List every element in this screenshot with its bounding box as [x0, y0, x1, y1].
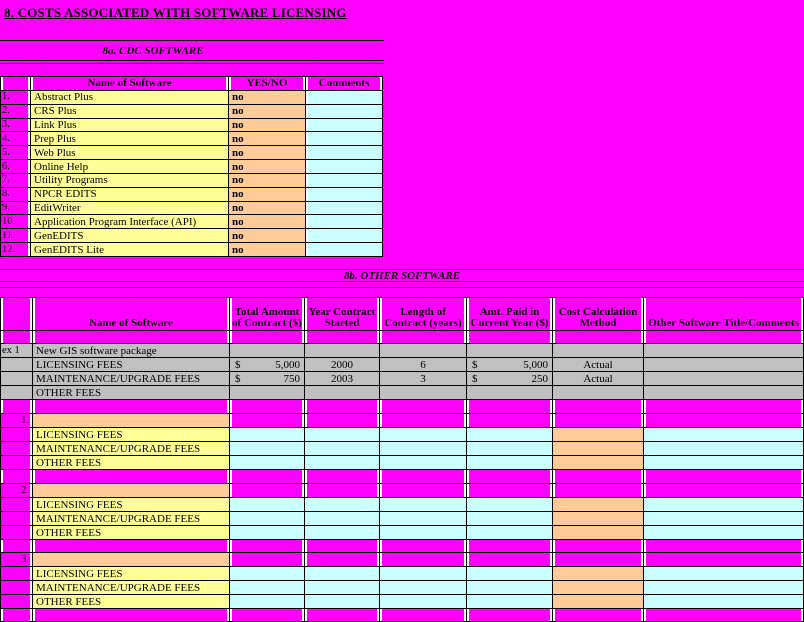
t2-corner-cell — [1, 298, 33, 331]
t1-col-comments: Comments — [306, 77, 383, 91]
calc-method-cell[interactable] — [553, 526, 644, 540]
total-amount-cell[interactable] — [230, 595, 305, 609]
row-number-cell — [1, 456, 33, 470]
section-8b-heading-band — [0, 269, 804, 282]
example-name-cell: New GIS software package — [33, 344, 230, 358]
comments-cell[interactable] — [306, 132, 383, 146]
other-comments-cell[interactable] — [644, 581, 804, 595]
other-comments-cell[interactable] — [644, 526, 804, 540]
amount-paid-cell[interactable] — [467, 428, 553, 442]
separator-cell — [305, 331, 380, 344]
section-8a-underline — [0, 63, 384, 64]
contract-length-cell[interactable] — [380, 512, 467, 526]
blank-cell — [230, 414, 305, 428]
currency-sign: $ — [235, 358, 241, 371]
t1-col-name: Name of Software — [31, 77, 229, 91]
row-number-cell: 8. — [1, 188, 31, 202]
example-cell — [305, 344, 380, 358]
t2-col-name: Name of Software — [33, 298, 230, 331]
amount-paid-cell[interactable] — [467, 498, 553, 512]
comments-cell[interactable] — [306, 174, 383, 188]
other-comments-cell[interactable] — [644, 567, 804, 581]
separator-cell — [553, 470, 644, 484]
yesno-cell[interactable]: no — [229, 119, 306, 133]
row-number-cell: 11. — [1, 229, 31, 243]
software-name-cell: GenEDITS — [31, 229, 229, 243]
software-name-cell: EditWriter — [31, 202, 229, 216]
fee-label-cell: LICENSING FEES — [33, 567, 230, 581]
comments-cell[interactable] — [306, 243, 383, 257]
yesno-cell[interactable]: no — [229, 229, 306, 243]
example-length-cell — [380, 386, 467, 400]
software-name-cell: CRS Plus — [31, 105, 229, 119]
section-8a-heading-band — [0, 40, 384, 61]
yesno-cell[interactable]: no — [229, 215, 306, 229]
fee-label-cell: LICENSING FEES — [33, 498, 230, 512]
blank-cell — [305, 553, 380, 567]
entry-name-input-cell[interactable] — [33, 553, 230, 567]
entry-number-cell: 2. — [1, 484, 33, 498]
t2-col-other: Other Software Title/Comments — [644, 298, 804, 331]
yesno-cell[interactable]: no — [229, 188, 306, 202]
example-cell — [644, 344, 804, 358]
separator-cell — [33, 470, 230, 484]
comments-cell[interactable] — [306, 119, 383, 133]
blank-cell — [467, 484, 553, 498]
yesno-cell[interactable]: no — [229, 91, 306, 105]
separator-cell — [644, 400, 804, 414]
example-year-cell: 2000 — [305, 358, 380, 372]
blank-cell — [305, 414, 380, 428]
currency-sign: $ — [235, 372, 241, 385]
example-fee-label-cell: OTHER FEES — [33, 386, 230, 400]
blank-cell — [644, 414, 804, 428]
contract-length-cell[interactable] — [380, 526, 467, 540]
amount: 250 — [531, 372, 548, 385]
yesno-cell[interactable]: no — [229, 160, 306, 174]
yesno-cell[interactable]: no — [229, 132, 306, 146]
separator-cell — [33, 609, 230, 622]
row-number-cell: 5. — [1, 146, 31, 160]
amount-paid-cell[interactable] — [467, 526, 553, 540]
example-total-cell — [230, 386, 305, 400]
year-started-cell[interactable] — [305, 498, 380, 512]
section-8a-heading: 8a. CDC SOFTWARE — [102, 44, 204, 57]
example-method-cell: Actual — [553, 372, 644, 386]
separator-cell — [230, 400, 305, 414]
year-started-cell[interactable] — [305, 428, 380, 442]
example-total-cell — [230, 372, 305, 386]
year-started-cell[interactable] — [305, 526, 380, 540]
separator-cell — [1, 470, 33, 484]
yesno-cell[interactable]: no — [229, 243, 306, 257]
example-year-cell — [305, 386, 380, 400]
contract-length-cell[interactable] — [380, 428, 467, 442]
separator-cell — [305, 540, 380, 553]
separator-cell — [230, 470, 305, 484]
blank-cell — [467, 553, 553, 567]
software-name-cell: NPCR EDITS — [31, 188, 229, 202]
example-other-cell — [644, 372, 804, 386]
amount: 5,000 — [523, 358, 548, 371]
separator-cell — [553, 609, 644, 622]
software-name-cell: Prep Plus — [31, 132, 229, 146]
fee-label-cell: MAINTENANCE/UPGRADE FEES — [33, 581, 230, 595]
comments-cell[interactable] — [306, 160, 383, 174]
year-started-cell[interactable] — [305, 442, 380, 456]
example-paid-cell — [467, 386, 553, 400]
amount: 750 — [283, 372, 300, 385]
row-number-cell: 1. — [1, 91, 31, 105]
t2-col-method: Cost Calculation Method — [553, 298, 644, 331]
comments-cell[interactable] — [306, 105, 383, 119]
year-started-cell[interactable] — [305, 567, 380, 581]
amount-paid-cell[interactable] — [467, 595, 553, 609]
separator-cell — [553, 400, 644, 414]
page-title: 8. COSTS ASSOCIATED WITH SOFTWARE LICENSING — [4, 5, 347, 20]
separator-cell — [644, 470, 804, 484]
separator-cell — [553, 540, 644, 553]
total-amount-cell[interactable] — [230, 512, 305, 526]
row-number-cell — [1, 428, 33, 442]
example-number-cell — [1, 358, 33, 372]
separator-cell — [467, 400, 553, 414]
separator-cell — [33, 540, 230, 553]
software-name-cell: Application Program Interface (API) — [31, 215, 229, 229]
separator-cell — [230, 540, 305, 553]
example-length-cell: 3 — [380, 372, 467, 386]
blank-cell — [380, 414, 467, 428]
example-other-cell — [644, 386, 804, 400]
example-cell — [467, 344, 553, 358]
total-amount-cell[interactable] — [230, 526, 305, 540]
example-cell — [553, 344, 644, 358]
software-name-cell: Utility Programs — [31, 174, 229, 188]
separator-cell — [380, 540, 467, 553]
other-comments-cell[interactable] — [644, 512, 804, 526]
software-name-cell: Web Plus — [31, 146, 229, 160]
currency-sign: $ — [472, 372, 478, 385]
yesno-cell[interactable]: no — [229, 105, 306, 119]
comments-cell[interactable] — [306, 202, 383, 216]
separator-cell — [305, 400, 380, 414]
other-software-table — [0, 297, 804, 622]
separator-cell — [1, 540, 33, 553]
t2-col-total: Total Amount of Contract ($) — [230, 298, 305, 331]
example-method-cell — [553, 386, 644, 400]
example-number-cell — [1, 372, 33, 386]
example-number-cell — [1, 386, 33, 400]
total-amount-cell[interactable] — [230, 498, 305, 512]
separator-cell — [553, 331, 644, 344]
row-number-cell — [1, 595, 33, 609]
fee-label-cell: OTHER FEES — [33, 526, 230, 540]
separator-cell — [644, 609, 804, 622]
entry-name-input-cell[interactable] — [33, 484, 230, 498]
separator-cell — [33, 400, 230, 414]
fee-label-cell: OTHER FEES — [33, 595, 230, 609]
amount-paid-cell[interactable] — [467, 581, 553, 595]
other-comments-cell[interactable] — [644, 428, 804, 442]
separator-cell — [1, 331, 33, 344]
separator-cell — [467, 609, 553, 622]
year-started-cell[interactable] — [305, 595, 380, 609]
yesno-cell[interactable]: no — [229, 174, 306, 188]
fee-label-cell: OTHER FEES — [33, 456, 230, 470]
blank-cell — [305, 484, 380, 498]
separator-cell — [644, 331, 804, 344]
calc-method-cell[interactable] — [553, 456, 644, 470]
calc-method-cell[interactable] — [553, 567, 644, 581]
row-number-cell: 7. — [1, 174, 31, 188]
total-amount-cell[interactable] — [230, 442, 305, 456]
blank-cell — [553, 484, 644, 498]
example-year-cell: 2003 — [305, 372, 380, 386]
blank-cell — [467, 414, 553, 428]
example-cell — [380, 344, 467, 358]
contract-length-cell[interactable] — [380, 595, 467, 609]
total-amount-cell[interactable] — [230, 581, 305, 595]
blank-cell — [553, 553, 644, 567]
total-amount-cell[interactable] — [230, 428, 305, 442]
software-name-cell: Link Plus — [31, 119, 229, 133]
comments-cell[interactable] — [306, 215, 383, 229]
separator-cell — [230, 609, 305, 622]
other-comments-cell[interactable] — [644, 442, 804, 456]
separator-cell — [230, 331, 305, 344]
separator-cell — [33, 331, 230, 344]
yesno-cell[interactable]: no — [229, 146, 306, 160]
comments-cell[interactable] — [306, 146, 383, 160]
separator-cell — [380, 400, 467, 414]
entry-number-cell: 3. — [1, 553, 33, 567]
row-number-cell: 9. — [1, 202, 31, 216]
calc-method-cell[interactable] — [553, 498, 644, 512]
fee-label-cell: MAINTENANCE/UPGRADE FEES — [33, 512, 230, 526]
entry-number-cell: 1. — [1, 414, 33, 428]
separator-cell — [380, 609, 467, 622]
row-number-cell — [1, 567, 33, 581]
software-name-cell: Abstract Plus — [31, 91, 229, 105]
comments-cell[interactable] — [306, 91, 383, 105]
separator-cell — [380, 331, 467, 344]
year-started-cell[interactable] — [305, 456, 380, 470]
contract-length-cell[interactable] — [380, 442, 467, 456]
example-cell — [230, 344, 305, 358]
software-name-cell: Online Help — [31, 160, 229, 174]
example-fee-label-cell: LICENSING FEES — [33, 358, 230, 372]
year-started-cell[interactable] — [305, 512, 380, 526]
blank-cell — [644, 484, 804, 498]
example-method-cell: Actual — [553, 358, 644, 372]
total-amount-cell[interactable] — [230, 456, 305, 470]
comments-cell[interactable] — [306, 188, 383, 202]
contract-length-cell[interactable] — [380, 581, 467, 595]
example-number-cell: ex 1 — [1, 344, 33, 358]
row-number-cell — [1, 498, 33, 512]
row-number-cell: 12. — [1, 243, 31, 257]
currency-sign: $ — [472, 358, 478, 371]
blank-cell — [230, 553, 305, 567]
row-number-cell — [1, 512, 33, 526]
contract-length-cell[interactable] — [380, 498, 467, 512]
fee-label-cell: LICENSING FEES — [33, 428, 230, 442]
section-8b-underline — [0, 287, 804, 288]
t2-col-year: Year Contract Started — [305, 298, 380, 331]
section-8b-heading: 8b. OTHER SOFTWARE — [343, 269, 461, 282]
calc-method-cell[interactable] — [553, 512, 644, 526]
row-number-cell: 6. — [1, 160, 31, 174]
cdc-software-table — [0, 76, 383, 257]
blank-cell — [230, 484, 305, 498]
example-length-cell: 6 — [380, 358, 467, 372]
example-fee-label-cell: MAINTENANCE/UPGRADE FEES — [33, 372, 230, 386]
row-number-cell: 2. — [1, 105, 31, 119]
row-number-cell — [1, 581, 33, 595]
example-paid-cell — [467, 358, 553, 372]
separator-cell — [305, 470, 380, 484]
row-number-cell — [1, 526, 33, 540]
separator-cell — [644, 540, 804, 553]
blank-cell — [644, 553, 804, 567]
software-name-cell: GenEDITS Lite — [31, 243, 229, 257]
amount-paid-cell[interactable] — [467, 456, 553, 470]
calc-method-cell[interactable] — [553, 442, 644, 456]
blank-cell — [380, 553, 467, 567]
separator-cell — [305, 609, 380, 622]
separator-cell — [467, 331, 553, 344]
example-other-cell — [644, 358, 804, 372]
other-comments-cell[interactable] — [644, 498, 804, 512]
total-amount-cell[interactable] — [230, 567, 305, 581]
contract-length-cell[interactable] — [380, 456, 467, 470]
other-comments-cell[interactable] — [644, 456, 804, 470]
calc-method-cell[interactable] — [553, 581, 644, 595]
other-comments-cell[interactable] — [644, 595, 804, 609]
example-paid-cell — [467, 372, 553, 386]
row-number-cell: 10. — [1, 215, 31, 229]
row-number-cell: 4. — [1, 132, 31, 146]
separator-cell — [467, 470, 553, 484]
blank-cell — [380, 484, 467, 498]
t1-corner-cell — [1, 77, 31, 91]
t2-col-length: Length of Contract (years) — [380, 298, 467, 331]
entry-name-input-cell[interactable] — [33, 414, 230, 428]
comments-cell[interactable] — [306, 229, 383, 243]
yesno-cell[interactable]: no — [229, 202, 306, 216]
contract-length-cell[interactable] — [380, 567, 467, 581]
amount: 5,000 — [275, 358, 300, 371]
separator-cell — [1, 400, 33, 414]
calc-method-cell[interactable] — [553, 595, 644, 609]
example-total-cell — [230, 358, 305, 372]
calc-method-cell[interactable] — [553, 428, 644, 442]
separator-cell — [1, 609, 33, 622]
separator-cell — [380, 470, 467, 484]
row-number-cell: 3. — [1, 119, 31, 133]
t2-col-paid: Amt. Paid in Current Year ($) — [467, 298, 553, 331]
amount-paid-cell[interactable] — [467, 512, 553, 526]
fee-label-cell: MAINTENANCE/UPGRADE FEES — [33, 442, 230, 456]
amount-paid-cell[interactable] — [467, 442, 553, 456]
blank-cell — [553, 414, 644, 428]
year-started-cell[interactable] — [305, 581, 380, 595]
amount-paid-cell[interactable] — [467, 567, 553, 581]
row-number-cell — [1, 442, 33, 456]
separator-cell — [467, 540, 553, 553]
t1-col-yesno: YES/NO — [229, 77, 306, 91]
